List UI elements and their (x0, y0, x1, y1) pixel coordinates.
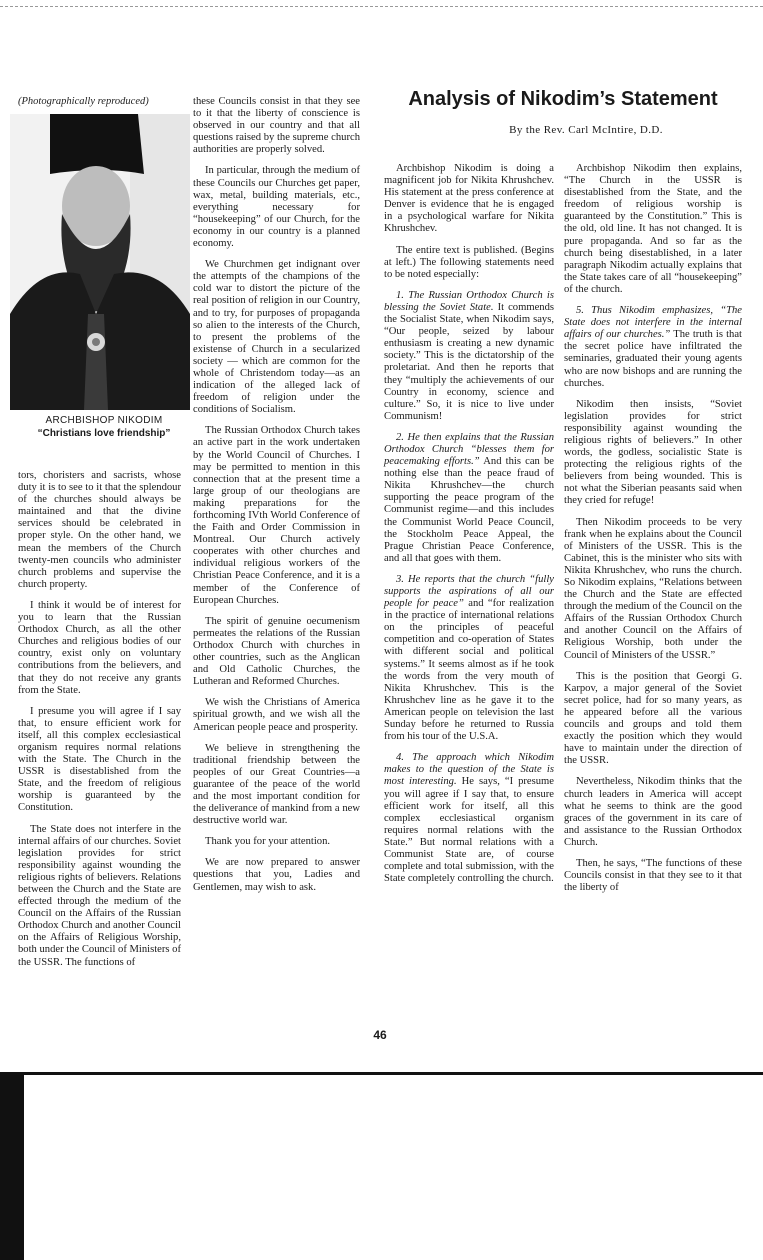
page-number: 46 (373, 1028, 387, 1042)
point-text: He says, “I presume you will agree if I say that, to ensure efficient work for itself, all this complex ecclesiastical organism requires normal relations with the State.” But normal relations with a Communist State are, of course complete and total submission, with the State completely controlling the church. (384, 776, 554, 885)
paragraph: The Russian Orthodox Church takes an active part in the work undertaken by the World Council of Churches. I may be permitted to mention in this connection that at the present time a large group of our theologians are making preparations for the forthcoming IVth World Conference of the Faith and Order Commission in Montreal. Our Church actively cooperates with other churches and individual religious workers of the Christian Peace Conference, and it is a member of the Conference of European Churches. (193, 425, 360, 606)
paragraph: Nevertheless, Nikodim thinks that the church leaders in America will accept what he seems to think are the good graces of the government in its care of and assistance to the Russian Orthodox Church. (564, 776, 742, 848)
paragraph: The spirit of genuine oecumenism permeates the relations of the Russian Orthodox Church with churches in other countries, such as the Anglican and Old Catholic Churches, the Lutheran and Reformed Churches. (193, 615, 360, 688)
numbered-point (384, 432, 554, 565)
point-text: It commends the Socialist State, when Nikodim says, “Our people, seized by labour enthusiasm is creating a new dynamic society.” This is the dictatorship of the proletariat. And then he reports that they “multiply the achievements of our Country in economy, science and culture.” So, it is nice to live under Communism! (384, 301, 554, 422)
paragraph: I presume you will agree if I say that, to ensure efficient work for itself, all this complex ecclesiastical organism requires normal relations with the State. The Church in the USSR is disestablished from the State, and the freedom of religious worship is guaranteed by the Constitution. (18, 705, 181, 814)
paragraph: Then Nikodim proceeds to be very frank when he explains about the Council of Ministers of the USSR. This is the Cabinet, this is the minister who sits with Nikita Khrushchev, who runs the church. So Nikodim explains, “Relations between the Church and the State are effected through the medium of the Council on the Affairs of the Russian Orthodox Church and another Council on the Affairs of Religious Worship, both under the Council of Ministers of the USSR.” (564, 516, 743, 661)
paragraph: Archbishop Nikodim is doing a magnificent job for Nikita Khrushchev. His statement at the press conference at Denver is evidence that he is engaged in a psychological warfare for Nikita Khrushchev. (384, 163, 554, 235)
paragraph: The State does not interfere in the internal affairs of our churches. Soviet legislation provides for strict responsibility against wounding the religious rights of believers. Relations between the Church and the State are effected through the medium of the Council on the Affairs of the Russian Orthodox Church and another Council on the Affairs of Religious Worship, both under the Council of Ministers of the USSR. The functions of (18, 823, 182, 968)
numbered-point (384, 752, 554, 885)
top-edge (0, 0, 763, 7)
point-lead: 3. He reports that the church “fully supports the aspirations of all our people for peace” (384, 573, 554, 610)
scan-border-rule (0, 1072, 763, 1075)
point-text: The truth is that the secret police have infiltrated the seminaries, graduated their young agents who are now bishops and are running the churches. (564, 329, 742, 389)
numbered-point (384, 574, 554, 743)
paragraph: We wish the Christians of America spiritual growth, and we wish all the American people peace and prosperity. (193, 697, 360, 733)
scan-border-corner (0, 1075, 24, 1260)
point-text: And this can be nothing else than the peace fraud of Nikita Khrushchev—the church supporting the peace program of the Communist regime—and this includes the Communist World Peace Council, the Stockholm Peace Appeal, the Prague Christian Peace Conference, and all that goes with them. (384, 456, 554, 564)
paragraph: I think it would be of interest for you to learn that the Russian Orthodox Church, as all the other Churches and religious bodies of our country, exist only on voluntary contributions from the believers, and that they do not receive any grants from the State. (18, 599, 181, 696)
paragraph: Then, he says, “The functions of these Councils consist in that they see to it that the liberty of (564, 857, 742, 894)
point-lead: 4. The approach which Nikodim makes to the question of the State is most interesting. (384, 752, 554, 788)
photo-credit: (Photographically reproduced) (18, 96, 149, 107)
statement-column-left (18, 470, 181, 978)
paragraph: The entire text is published. (Begins at left.) The following statements need to be noted especially: (384, 244, 554, 280)
numbered-point (384, 290, 554, 423)
article-byline: By the Rev. Carl McIntire, D.D. (509, 124, 663, 136)
point-lead: 1. The Russian Orthodox Church is blessing the Soviet State. (384, 289, 554, 313)
paragraph: We Churchmen get indignant over the attempts of the champions of the cold war to distort the picture of the real position of religion in our Country, and to try, for purposes of propaganda so alien to the interests of the Church, to present the problems of the existense of Church in a secularized society — which are common for the whole of Christendom today—as an indication of the alleged lack of freedom of religion under the conditions of Socialism. (193, 259, 360, 416)
paragraph: Nikodim then insists, “Soviet legislation provides for strict responsibility against wounding the religious rights of believers.” In other words, the godless, socialistic State is protecting the religious rights of the believers from being wounded. This is not what the Siberian peasants said when they cried for refuge! (564, 398, 742, 507)
portrait-photo (10, 114, 190, 410)
paragraph: tors, choristers and sacrists, whose duty it is to see to it that the splendour of the churches should always be maintained and that the divine services should be celebrated in proper style. On the other hand, we mean the members of the Church twenty-men councils who administer church problems and supervise the church property. (18, 470, 181, 590)
point-lead: 5. Thus Nikodim emphasizes, “The State does not interfere in the internal affairs of our churches.” (564, 305, 742, 341)
statement-column-middle (193, 96, 360, 903)
paragraph: In particular, through the medium of these Councils our Churches get paper, wax, metal, building materials, etc., everything necessary for “housekeeping” of our Church, for the economy in our country is a planned economy. (193, 165, 360, 250)
analysis-column-left (384, 163, 554, 894)
point-lead: 2. He then explains that the Russian Orthodox Church “blesses them for peacemaking efforts.” (384, 431, 554, 468)
point-text: and “for realization in the practice of international relations on the principles of peaceful competition and co-operation of States with different social and political systems.” It seems almost as if he took the words from the very mouth of Nikita Khrushchev. This is the Khrushchev line as he gave it to the American people on television the last Sunday before he returned to Russia from his tour of the U.S.A. (384, 598, 554, 743)
paragraph: Thank you for your attention. (205, 836, 331, 848)
paragraph: Archbishop Nikodim then explains, “The Church in the USSR is disestablished from the State, and the freedom of religious worship is guaranteed by the Constitution.” This is the old, old line. It has not changed. It is pure propaganda. And so far as the church being disestablished, in a later paragraph Nikodim actually explains that the State takes care of all “housekeeping” of the church. (564, 163, 742, 295)
article-title: Analysis of Nikodim’s Statement (408, 88, 718, 110)
paragraph: We believe in strengthening the traditional friendship between the peoples of our Great Countries—a guarantee of the peace of the world and the most important condition for the deliverance of mankind from a new destructive world war. (193, 742, 360, 827)
paragraph: these Councils consist in that they see to it that the liberty of conscience is observed in our country and that all questions raised by the supreme church authorities are properly solved. (193, 96, 360, 156)
paragraph: We are now prepared to answer questions that you, Ladies and Gentlemen, may wish to ask. (193, 857, 360, 893)
photo-caption-name: ARCHBISHOP NIKODIM (45, 415, 163, 426)
analysis-column-right (564, 163, 742, 903)
numbered-point (564, 305, 742, 390)
photo-caption-quote: “Christians love friendship” (37, 428, 171, 439)
paragraph: This is the position that Georgi G. Karpov, a major general of the Soviet secret police, had for so many years, as he appeared before all the various councils and groups and told them exactly the position which they would have to maintain under the direction of the USSR. (564, 670, 742, 767)
